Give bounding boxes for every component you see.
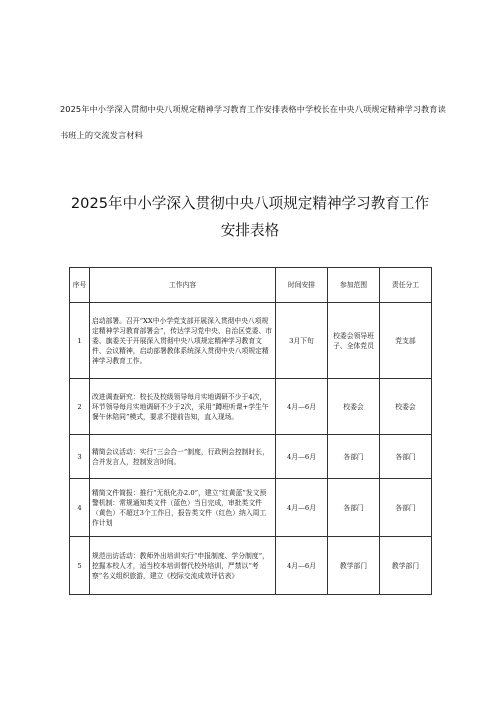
column-header-scope: 参加范围 — [328, 268, 380, 303]
column-header-time: 时间安排 — [276, 268, 328, 303]
row-time: 4月—6月 — [276, 435, 328, 479]
row-scope: 教学部门 — [328, 537, 380, 595]
row-scope: 校委会领导班子、全体党员 — [328, 303, 380, 379]
row-time: 4月—6月 — [276, 537, 328, 595]
row-owner: 各部门 — [380, 435, 432, 479]
page-title — [40, 190, 460, 244]
row-time: 3月下旬 — [276, 303, 328, 379]
row-no: 2 — [70, 379, 90, 435]
row-content: 启动部署。召开“XX中小学党支部开展深入贯彻中央八项规定精神学习教育部署会”，传达学习党中央、自治区党委、市委、旗委关于开展深入贯彻中央八项规定精神学习教育文件、会议精神，启动部署教体系统深入贯彻中央八项规定精神学习教育工作。 — [90, 303, 276, 379]
row-no: 3 — [70, 435, 90, 479]
table-row — [70, 435, 432, 479]
row-owner: 教学部门 — [380, 537, 432, 595]
row-time: 4月—6月 — [276, 479, 328, 537]
row-no: 5 — [70, 537, 90, 595]
table-row — [70, 303, 432, 379]
table-row — [70, 379, 432, 435]
row-content: 规范出访活动：教师外出培训实行“申报制度、学分制度”，挖掘本校人才，适当校本培训替代校外培训，严禁以“考察”名义组织旅游，建立《校际交流成效评估表》 — [90, 537, 276, 595]
table-row — [70, 537, 432, 595]
column-header-content: 工作内容 — [90, 268, 276, 303]
row-owner: 校委会 — [380, 379, 432, 435]
schedule-table — [69, 267, 432, 595]
row-content: 精简文件简报：推行“无纸化办2.0”，建立“红黄蓝”发文预警机制：常规通知类文件（蓝色）当日完成，审批类文件（黄色）不超过3个工作日，报告类文件（红色）纳入周工作计划 — [90, 479, 276, 537]
row-owner: 党支部 — [380, 303, 432, 379]
row-scope: 各部门 — [328, 479, 380, 537]
row-content: 改进调查研究：校长及校级领导每月实地调研不少于4次，环节领导每月实地调研不少于2次，采用“蹲班听课+学生午餐午休陪同”模式，要求不提前告知，直入现场。 — [90, 379, 276, 435]
column-header-seq: 序号 — [70, 268, 90, 303]
document-header: 2025年中小学深入贯彻中央八项规定精神学习教育工作安排表格中学校长在中央八项规定精神学习教育读书班上的交流发言材料 — [60, 104, 446, 140]
row-content: 精简会议活动：实行“三会合一”制度，行政例会控制时长，合并发言人，控制发言时间。 — [90, 435, 276, 479]
row-no: 4 — [70, 479, 90, 537]
row-scope: 各部门 — [328, 435, 380, 479]
table-header-row — [70, 268, 432, 303]
row-time: 4月—6月 — [276, 379, 328, 435]
row-owner: 各部门 — [380, 479, 432, 537]
row-scope: 校委会 — [328, 379, 380, 435]
title-line-2: 安排表格 — [220, 222, 280, 239]
column-header-owner: 责任分工 — [380, 268, 432, 303]
table-row — [70, 479, 432, 537]
row-no: 1 — [70, 303, 90, 379]
title-line-1: 2025年中小学深入贯彻中央八项规定精神学习教育工作 — [70, 195, 430, 212]
